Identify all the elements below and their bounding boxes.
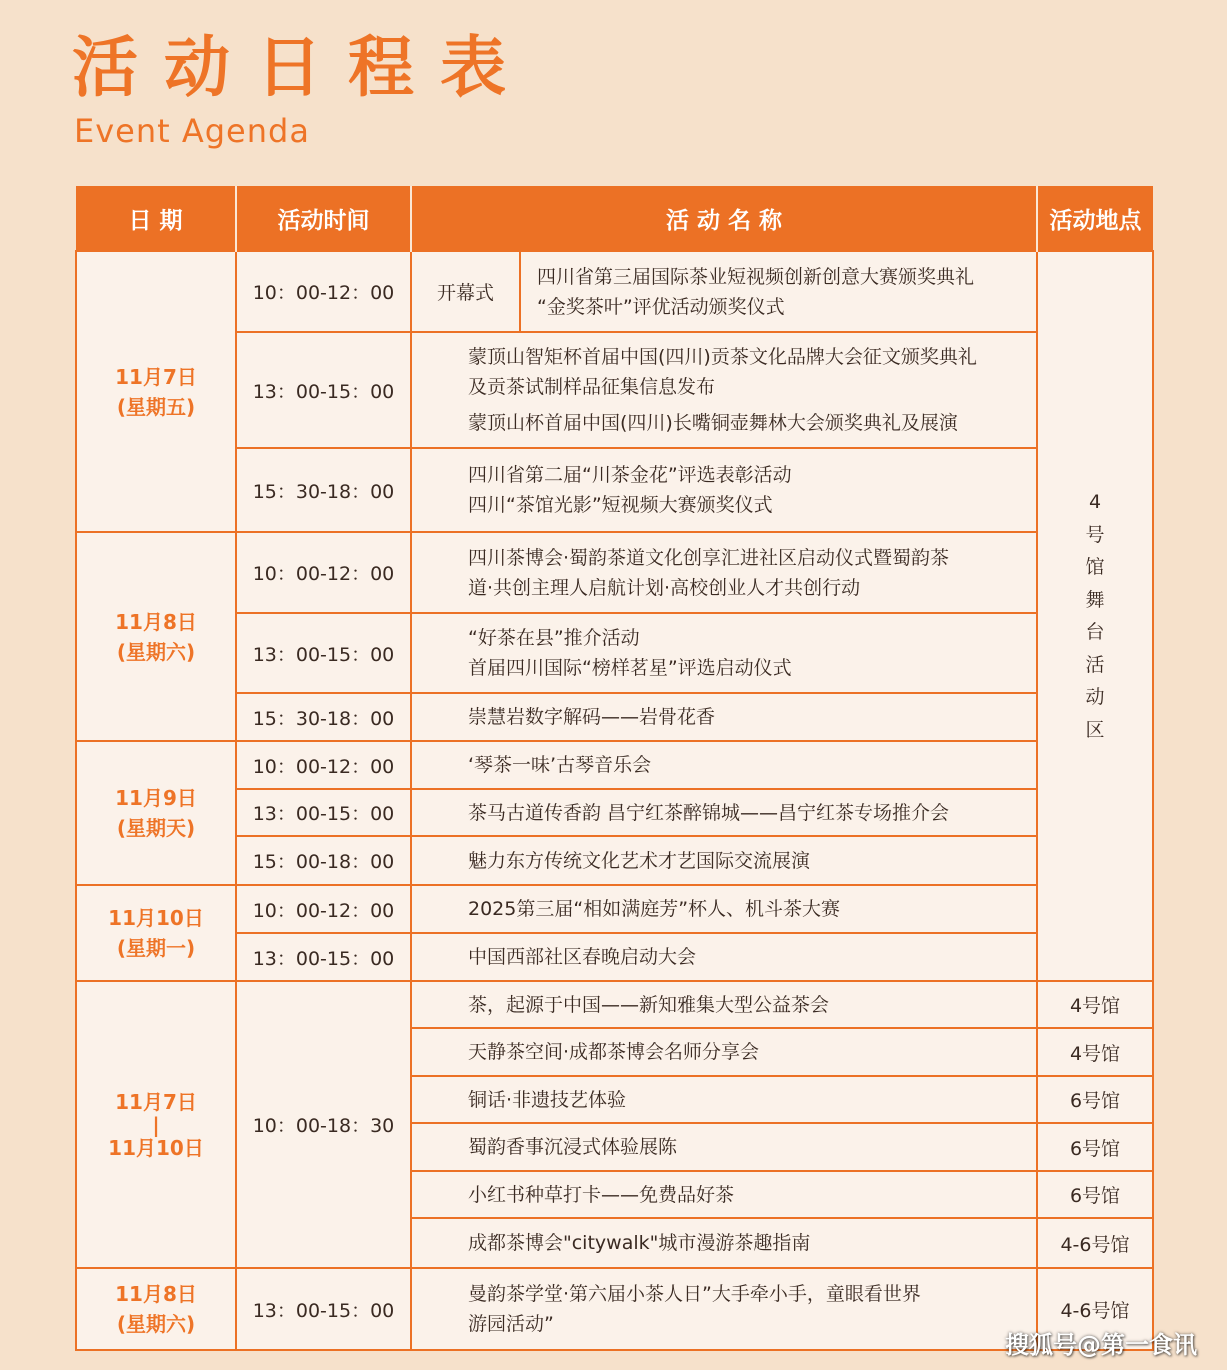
time-cell: 13：00-15：00	[236, 789, 411, 836]
activity-cell: 天静茶空间·成都茶博会名师分享会	[411, 1028, 1037, 1076]
activity-cell: 魅力东方传统文化艺术才艺国际交流展演	[411, 836, 1037, 885]
table-row	[76, 448, 1153, 532]
table-row	[76, 613, 1153, 693]
weekday-label: (星期天)	[116, 816, 196, 840]
venue-char: 区	[1085, 718, 1105, 741]
weekday-label: (星期六)	[116, 639, 196, 664]
watermark: 搜狐号@第一食讯	[1005, 1331, 1197, 1359]
date-cell	[76, 1268, 236, 1350]
time-cell: 15：30-18：00	[236, 448, 411, 532]
time-cell: 10：00-12：00	[236, 532, 411, 613]
date-label-end: 11月10日	[108, 1135, 204, 1160]
date-cell	[76, 885, 236, 981]
table-row	[76, 741, 1153, 789]
activity-cell	[411, 613, 1037, 693]
time-cell: 13：00-15：00	[236, 613, 411, 693]
activity-line: 四川省第三届国际茶业短视频创新创意大赛颁奖典礼	[537, 265, 975, 288]
activity-cell: 铜话·非遗技艺体验	[411, 1076, 1037, 1123]
activity-line: 蒙顶山智矩杯首届中国(四川)贡茶文化品牌大会征文颁奖典礼	[468, 346, 977, 368]
venue-cell: 6号馆	[1037, 1171, 1153, 1218]
weekday-label: (星期一)	[116, 936, 196, 960]
venue-cell: 4-6号馆	[1037, 1268, 1153, 1350]
time-cell: 10：00-12：00	[236, 741, 411, 789]
activity-cell	[411, 332, 1037, 448]
venue-char: 台	[1085, 621, 1105, 643]
table-row	[76, 1268, 1153, 1350]
date-separator: |	[152, 1112, 160, 1137]
time-cell: 15：30-18：00	[236, 693, 411, 741]
date-label: 11月9日	[115, 786, 197, 810]
activity-cell: 成都茶博会"citywalk"城市漫游茶趣指南	[411, 1218, 1037, 1268]
page-title: 活动日程表	[72, 29, 532, 106]
activity-cell: 崇慧岩数字解码——岩骨花香	[411, 693, 1037, 741]
activity-cell: 茶马古道传香韵 昌宁红茶醉锦城——昌宁红茶专场推介会	[411, 789, 1037, 836]
activity-line: 蒙顶山杯首届中国(四川)长嘴铜壶舞林大会颁奖典礼及展演	[468, 412, 958, 434]
activity-cell: 蜀韵香事沉浸式体验展陈	[411, 1123, 1037, 1171]
activity-cell	[411, 1268, 1037, 1350]
activity-line: 四川茶博会·蜀韵茶道文化创享汇进社区启动仪式暨蜀韵茶	[468, 546, 950, 569]
activity-cell: 2025第三届“相如满庭芳”杯人、机斗茶大赛	[411, 885, 1037, 933]
weekday-label: (星期六)	[116, 1312, 196, 1336]
date-label: 11月8日	[115, 609, 197, 634]
agenda-table	[75, 186, 1154, 1351]
header-venue: 活动地点	[1037, 186, 1153, 251]
header-time: 活动时间	[236, 186, 411, 251]
venue-cell: 4号馆	[1037, 981, 1153, 1028]
venue-char: 4	[1088, 491, 1102, 513]
time-cell: 10：00-12：00	[236, 885, 411, 933]
activity-cell: 茶，起源于中国——新知雅集大型公益茶会	[411, 981, 1037, 1028]
table-row	[76, 693, 1153, 741]
venue-char: 活	[1085, 653, 1105, 676]
venue-char: 动	[1085, 686, 1105, 708]
date-label: 11月10日	[108, 906, 204, 930]
activity-line: 首届四川国际“榜样茗星”评选启动仪式	[468, 657, 792, 679]
table-row	[76, 981, 1153, 1028]
table-row	[76, 789, 1153, 836]
activity-line: “好茶在县”推介活动	[468, 627, 640, 649]
weekday-label: (星期五)	[116, 394, 196, 419]
table-row	[76, 885, 1153, 933]
date-cell	[76, 981, 236, 1268]
activity-line: 四川省第二届“川茶金花”评选表彰活动	[468, 464, 792, 486]
activity-cell	[520, 251, 1037, 332]
time-cell: 10：00-12：00	[236, 251, 411, 332]
activity-line: 四川“茶馆光影”短视频大赛颁奖仪式	[468, 494, 773, 516]
date-label: 11月8日	[115, 1282, 197, 1306]
page-subtitle: Event Agenda	[74, 112, 310, 150]
activity-line: 道·共创主理人启航计划·高校创业人才共创行动	[468, 576, 861, 599]
time-cell: 13：00-15：00	[236, 332, 411, 448]
table-row	[76, 836, 1153, 885]
time-cell: 10：00-18：30	[236, 981, 411, 1268]
date-cell	[76, 532, 236, 741]
activity-line: 及贡茶试制样品征集信息发布	[468, 376, 716, 398]
activity-cell: 小红书种草打卡——免费品好茶	[411, 1171, 1037, 1218]
activity-cell: ‘琴茶一味’古琴音乐会	[411, 741, 1037, 789]
venue-cell: 6号馆	[1037, 1123, 1153, 1171]
activity-cell	[411, 448, 1037, 532]
date-cell	[76, 251, 236, 532]
time-cell: 13：00-15：00	[236, 933, 411, 981]
time-cell: 15：00-18：00	[236, 836, 411, 885]
activity-line: “金奖茶叶”评优活动颁奖仪式	[537, 295, 785, 318]
table-row	[76, 532, 1153, 613]
table-row	[76, 332, 1153, 448]
activity-line: 曼韵茶学堂·第六届小茶人日”大手牵小手，童眼看世界	[468, 1283, 921, 1305]
activity-cell	[411, 532, 1037, 613]
opening-label: 开幕式	[411, 251, 520, 332]
table-header	[76, 186, 1153, 251]
header-date: 日 期	[76, 186, 236, 251]
venue-cell: 4号馆	[1037, 1028, 1153, 1076]
table-row	[76, 251, 1153, 332]
venue-cell: 6号馆	[1037, 1076, 1153, 1123]
activity-line: 游园活动”	[468, 1313, 554, 1335]
date-label: 11月7日	[115, 364, 197, 389]
header-activity: 活 动 名 称	[411, 186, 1037, 251]
venue-cell: 4-6号馆	[1037, 1218, 1153, 1268]
venue-char: 号	[1085, 523, 1105, 546]
date-cell	[76, 741, 236, 885]
date-label: 11月7日	[115, 1089, 197, 1114]
venue-main-cell	[1037, 251, 1153, 981]
activity-cell: 中国西部社区春晚启动大会	[411, 933, 1037, 981]
venue-char: 馆	[1085, 556, 1105, 578]
time-cell: 13：00-15：00	[236, 1268, 411, 1350]
venue-char: 舞	[1085, 588, 1105, 611]
table-row	[76, 933, 1153, 981]
